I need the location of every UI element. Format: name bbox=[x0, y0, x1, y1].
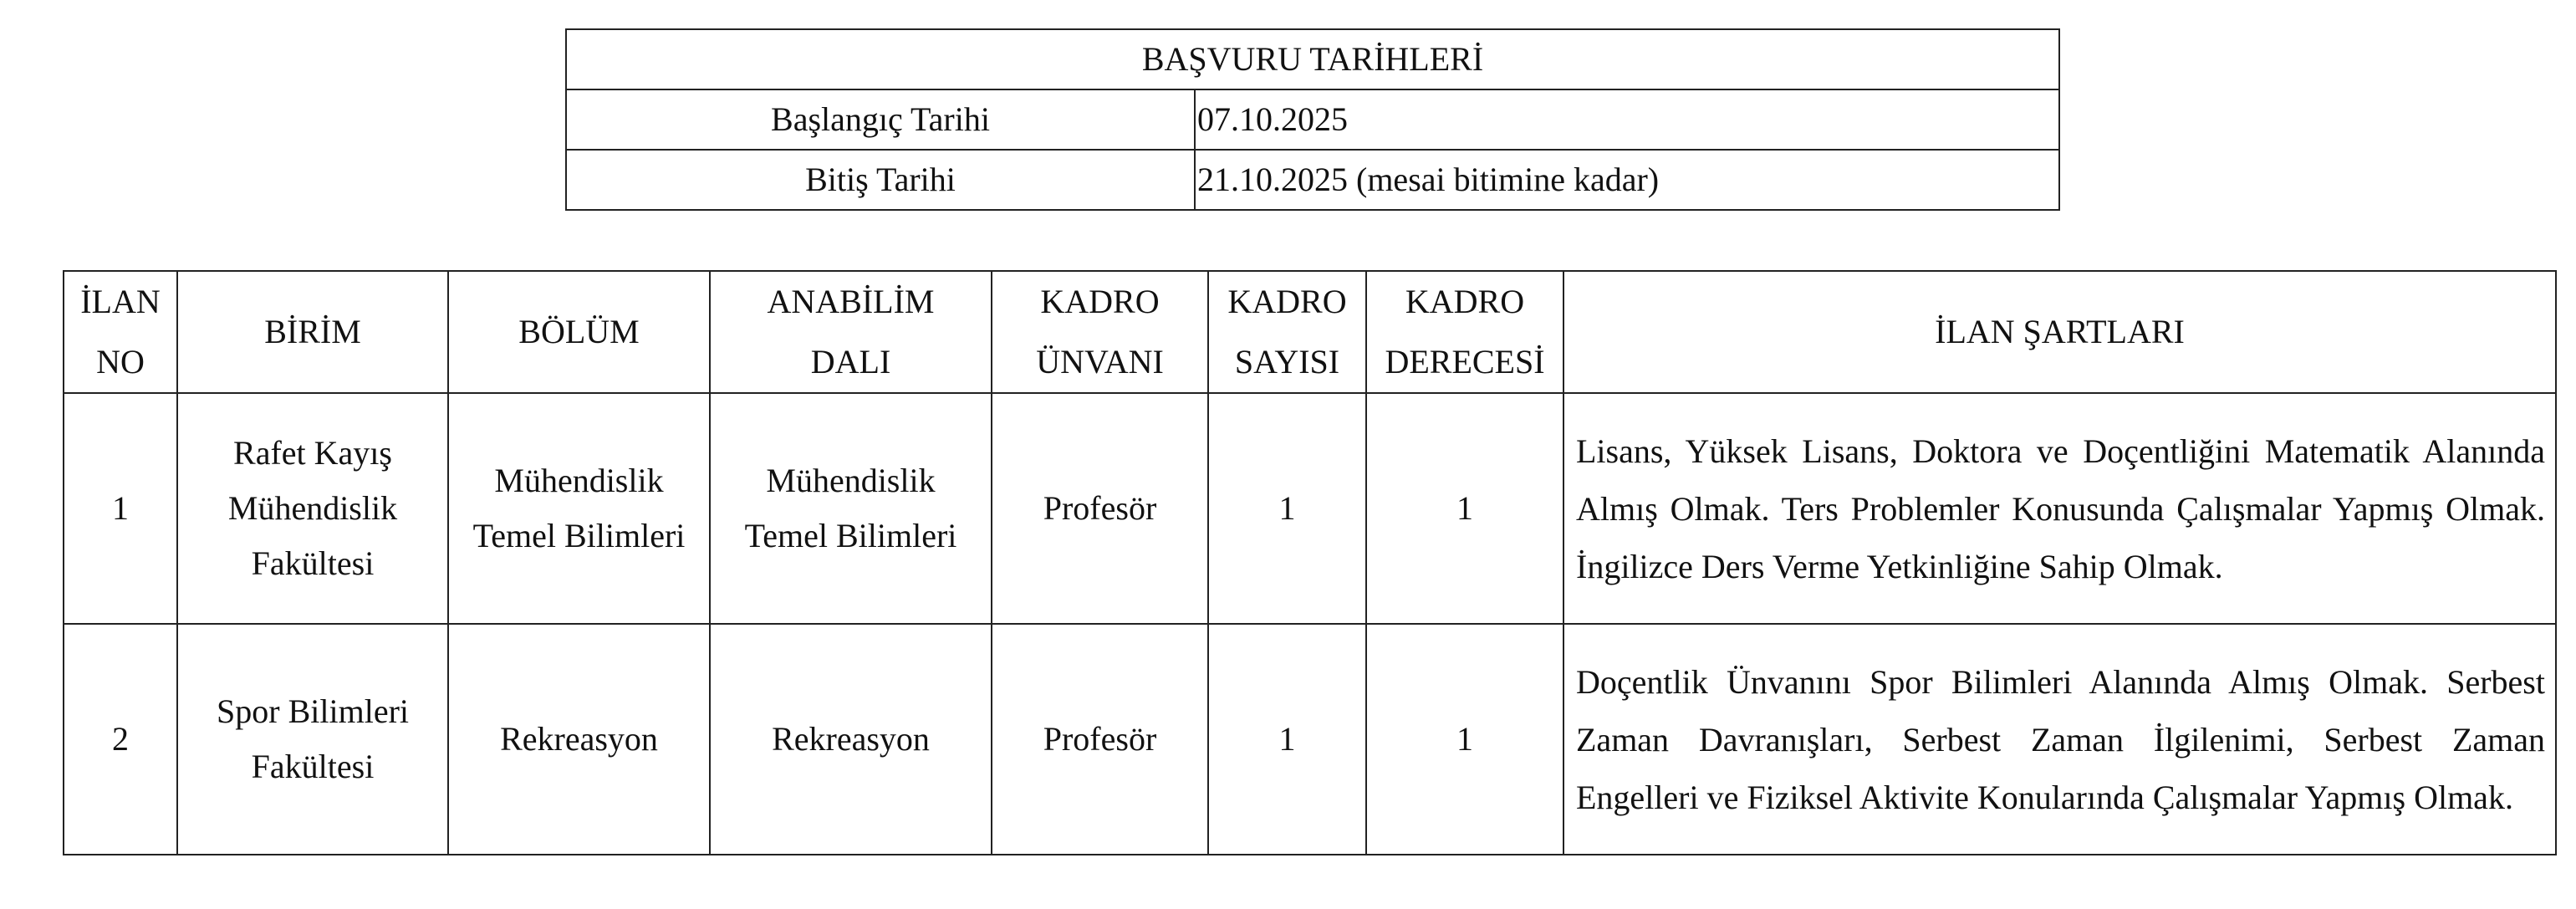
listing-table bbox=[63, 270, 2557, 855]
listing-header-row bbox=[64, 271, 2556, 393]
dates-title: BAŞVURU TARİHLERİ bbox=[566, 29, 2059, 89]
unit-line: Fakültesi bbox=[251, 544, 375, 582]
header-line: ANABİLİM bbox=[767, 283, 935, 320]
header-position-count bbox=[1208, 271, 1366, 393]
division-line: Mühendislik bbox=[766, 462, 936, 499]
position-title-cell: Profesör bbox=[992, 393, 1208, 624]
header-division bbox=[710, 271, 992, 393]
conditions-cell: Lisans, Yüksek Lisans, Doktora ve Doçentliğini Matematik Alanında Almış Olmak. Ters Problemler Konusunda Çalışmalar Yapmış Olmak. İngilizce Ders Verme Yetkinliğine Sahip Olmak. bbox=[1563, 393, 2556, 624]
start-date-value: 07.10.2025 bbox=[1195, 89, 2059, 150]
dates-row-start bbox=[566, 89, 2059, 150]
header-line: İLAN ŞARTLARI bbox=[1935, 313, 2185, 350]
header-conditions bbox=[1563, 271, 2556, 393]
header-line: KADRO bbox=[1405, 283, 1525, 320]
table-row bbox=[64, 624, 2556, 855]
unit-line: Rafet Kayış bbox=[233, 434, 392, 472]
header-unit bbox=[177, 271, 448, 393]
position-title-cell: Profesör bbox=[992, 624, 1208, 855]
unit-line: Spor Bilimleri bbox=[217, 692, 409, 730]
header-line: KADRO bbox=[1040, 283, 1160, 320]
division-cell bbox=[710, 393, 992, 624]
position-degree-cell: 1 bbox=[1366, 393, 1563, 624]
department-cell bbox=[448, 624, 710, 855]
header-line: BÖLÜM bbox=[518, 313, 640, 350]
header-line: DALI bbox=[810, 343, 891, 380]
unit-cell bbox=[177, 624, 448, 855]
department-line: Temel Bilimleri bbox=[472, 517, 686, 554]
unit-line: Fakültesi bbox=[251, 748, 375, 785]
header-line: NO bbox=[96, 343, 145, 380]
listing-no: 1 bbox=[64, 393, 177, 624]
header-line: SAYISI bbox=[1234, 343, 1340, 380]
position-count-cell: 1 bbox=[1208, 624, 1366, 855]
table-row bbox=[64, 393, 2556, 624]
header-line: ÜNVANI bbox=[1036, 343, 1164, 380]
header-position-degree bbox=[1366, 271, 1563, 393]
start-date-label: Başlangıç Tarihi bbox=[566, 89, 1195, 150]
header-listing-no bbox=[64, 271, 177, 393]
department-line: Rekreasyon bbox=[500, 720, 658, 758]
department-cell bbox=[448, 393, 710, 624]
position-count-cell: 1 bbox=[1208, 393, 1366, 624]
position-degree-cell: 1 bbox=[1366, 624, 1563, 855]
application-dates-table bbox=[565, 28, 2060, 211]
header-line: DERECESİ bbox=[1385, 343, 1545, 380]
conditions-cell: Doçentlik Ünvanını Spor Bilimleri Alanında Almış Olmak. Serbest Zaman Davranışları, Serbest Zaman İlgilenimi, Serbest Zaman Engelleri ve Fiziksel Aktivite Konularında Çalışmalar Yapmış Olmak. bbox=[1563, 624, 2556, 855]
listing-no: 2 bbox=[64, 624, 177, 855]
end-date-value: 21.10.2025 (mesai bitimine kadar) bbox=[1195, 150, 2059, 210]
dates-row-end bbox=[566, 150, 2059, 210]
dates-title-row bbox=[566, 29, 2059, 89]
header-department bbox=[448, 271, 710, 393]
end-date-label: Bitiş Tarihi bbox=[566, 150, 1195, 210]
division-cell bbox=[710, 624, 992, 855]
header-position-title bbox=[992, 271, 1208, 393]
unit-line: Mühendislik bbox=[227, 489, 398, 527]
header-line: KADRO bbox=[1227, 283, 1347, 320]
division-line: Temel Bilimleri bbox=[744, 517, 957, 554]
division-line: Rekreasyon bbox=[772, 720, 930, 758]
department-line: Mühendislik bbox=[494, 462, 664, 499]
unit-cell bbox=[177, 393, 448, 624]
header-line: BİRİM bbox=[264, 313, 361, 350]
header-line: İLAN bbox=[80, 283, 161, 320]
